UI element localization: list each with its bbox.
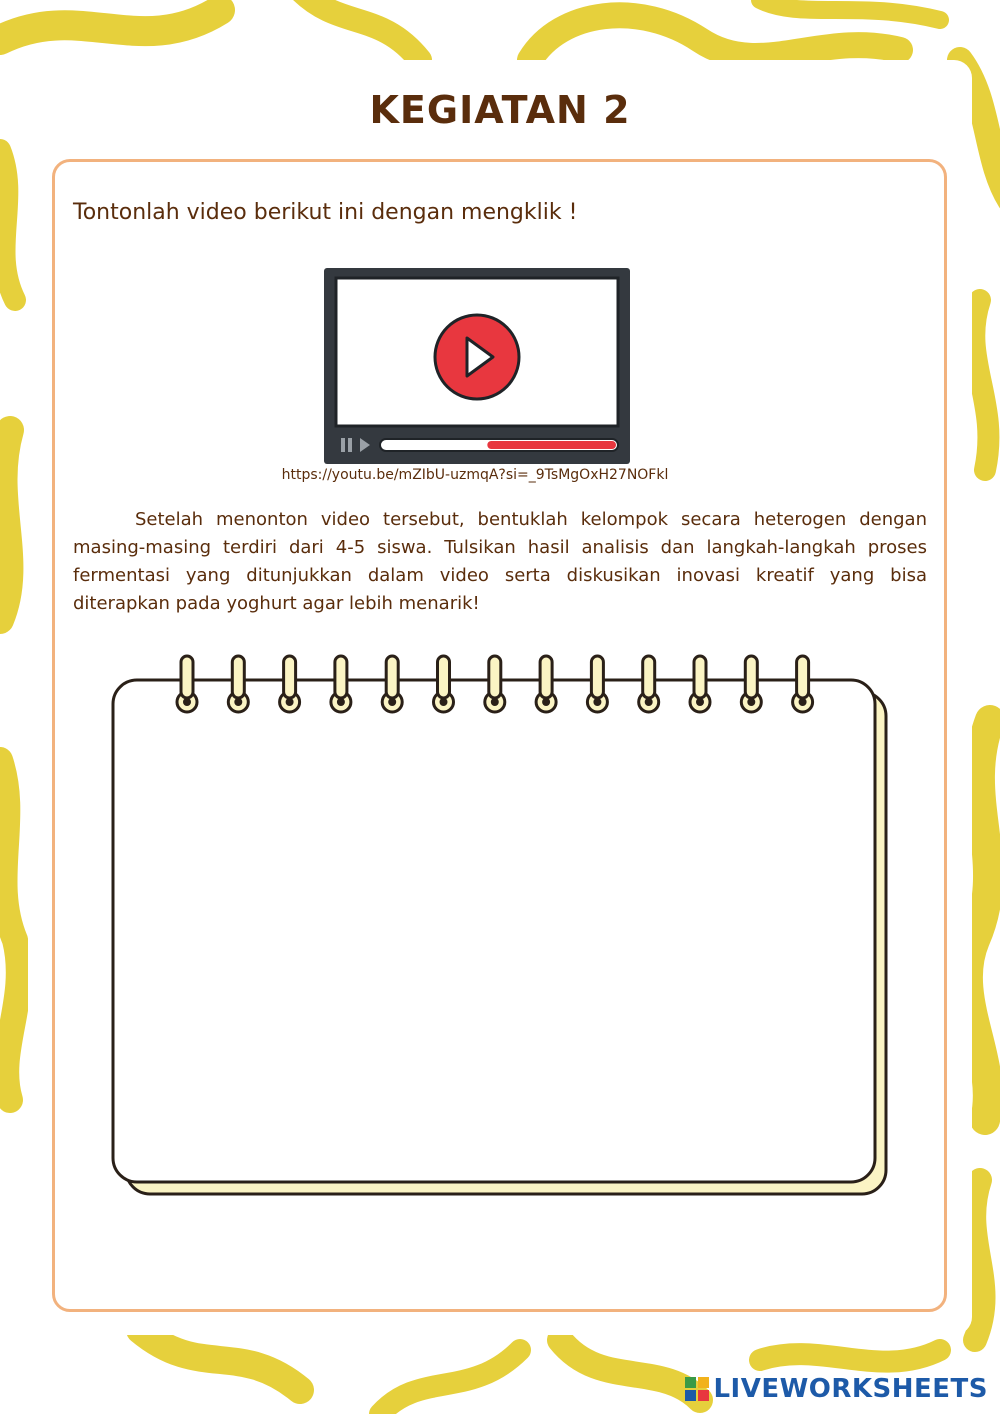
page-title: KEGIATAN 2 (369, 88, 631, 132)
notebook-ring (228, 656, 248, 712)
instruction-text: Tontonlah video berikut ini dengan mengklik ! (73, 200, 578, 225)
notebook-ring (177, 656, 197, 712)
video-player-icon[interactable] (322, 266, 632, 466)
notebook-ring (741, 656, 761, 712)
task-paragraph: Setelah menonton video tersebut, bentuklah kelompok secara heterogen dengan masing-masing terdiri dari 4-5 siswa. Tulsikan hasil analisis dan langkah-langkah proses fermentasi yang ditunjukkan dalam video serta diskusikan inovasi kreatif yang bisa diterapkan pada yoghurt agar lebih menarik! (73, 509, 927, 614)
video-link[interactable]: https://youtu.be/mZIbU-uzmqA?si=_9TsMgOxH27NOFkl (281, 467, 669, 483)
brand-text: LIVEWORKSHEETS (713, 1374, 988, 1404)
liveworksheets-brand (685, 1372, 988, 1406)
notebook-ring (434, 656, 454, 712)
notebook-ring (536, 656, 556, 712)
notebook-ring (690, 656, 710, 712)
notebook-ring (331, 656, 351, 712)
liveworksheets-logo-icon (685, 1377, 709, 1401)
notebook-ring (382, 656, 402, 712)
notebook-ring (485, 656, 505, 712)
notebook-ring (587, 656, 607, 712)
notebook-ring (280, 656, 300, 712)
notebook-ring (793, 656, 813, 712)
answer-textarea[interactable] (122, 720, 867, 1175)
notebook-ring (639, 656, 659, 712)
